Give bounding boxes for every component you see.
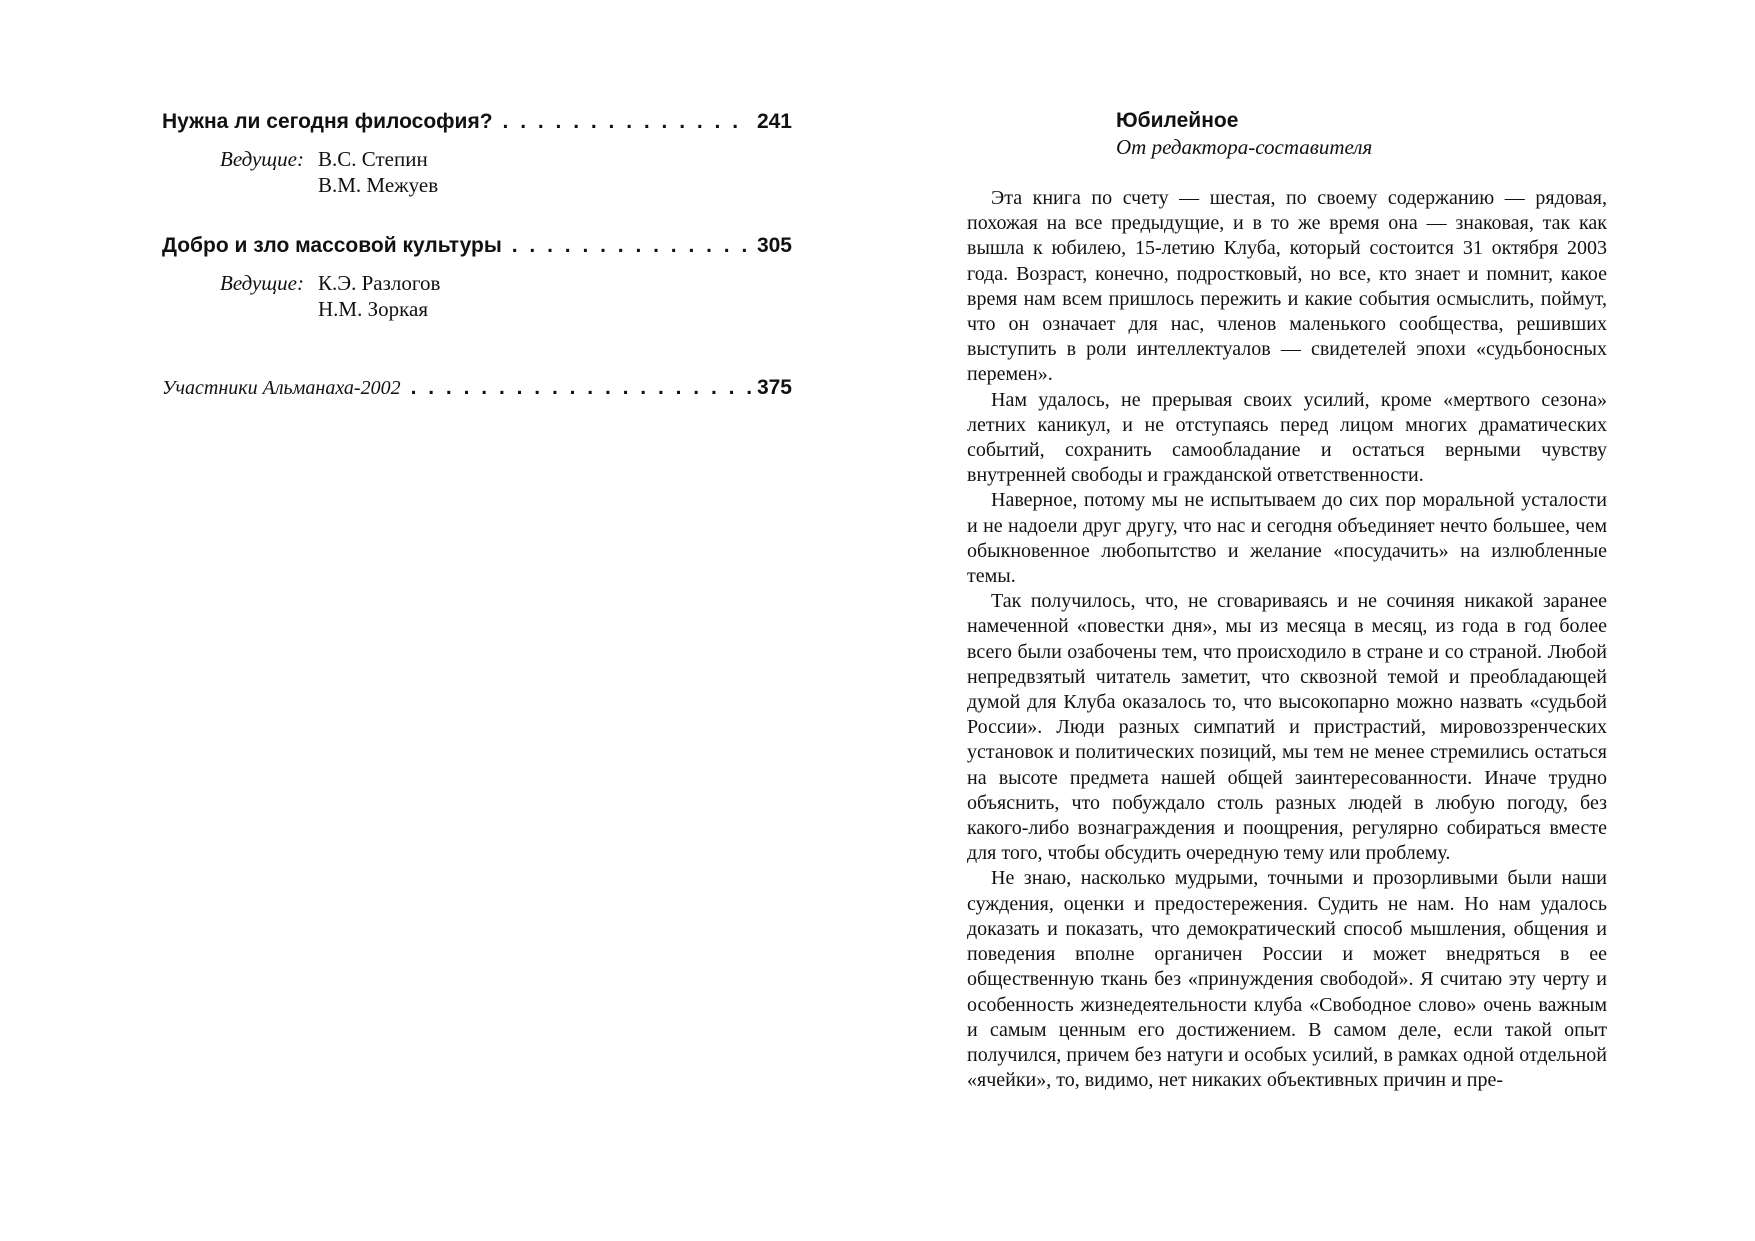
article-paragraph: Эта книга по счету — шестая, по своему содержанию — рядовая, похожая на все предыдущие, и в то же время она — знаковая, так как вышла к юбилею, 15-летию Клуба, который состоится 31 октября 2003 года. Возраст, конечно, подростковый, но все, кто знает и помнит, какое время нам всем пришлось пережить и какие события осмыслить, поймут, что он означает для нас, членов маленького сообщества, решивших выступить в роли интеллектуалов — свидетелей эпохи «судьбоносных перемен». <box>967 187 1607 386</box>
article-paragraph: Не знаю, насколько мудрыми, точными и прозорливыми были наши суждения, оценки и предостережения. Судить не нам. Но нам удалось доказать и показать, что демократический способ мышления, общения и поведения вполне органичен России и может внедряться в ее общественную ткань без «принуждения свободой». Я считаю эту черту и особенность жизнедеятельности клуба «Свободное слово» очень важным и самым ценным его достижением. В самом деле, если такой опыт получился, причем без натуги и особых усилий, в рамках одной отдельной «ячейки», то, видимо, нет никаких объективных причин и пре- <box>967 867 1607 1092</box>
toc-entry-title: Добро и зло массовой культуры <box>162 234 502 257</box>
toc-leader-dots <box>512 232 751 260</box>
article-paragraph: Так получилось, что, не сговариваясь и не сочиняя никакой заранее намеченной «повестки дня», мы из месяца в месяц, из года в год более всего были озабочены тем, что происходило в стране и со страной. Любой непредвзятый читатель заметит, что сквозной темой и преобладающей думой для Клуба оказалось то, что высокопарно можно назвать «судьбой России». Люди разных симпатий и пристрастий, мировоззренческих установок и политических позиций, мы тем не менее стремились остаться на высоте предмета нашей общей заинтересованности. Иначе трудно объяснить, что побуждало столь разных людей в любую погоду, без какого-либо вознаграждения и поощрения, регулярно собираться вместе для того, чтобы обсудить очередную тему или проблему. <box>967 590 1607 865</box>
toc-leader-dots <box>411 374 751 402</box>
host-name: В.М. Межуев <box>318 173 439 197</box>
toc-entry-philosophy[interactable] <box>162 108 792 136</box>
toc-page-number: 375 <box>756 376 792 399</box>
article-paragraph: Нам удалось, не прерывая своих усилий, кроме «мертвого сезона» летних каникул, и не отступаясь перед лицом многих драматических событий, сохранить самообладание и остаться верными чувству внутренней свободы и гражданской ответственности. <box>967 388 1607 487</box>
hosts-label: Ведущие: <box>220 271 304 295</box>
hosts-label: Ведущие: <box>220 147 304 171</box>
hosts-names <box>318 270 440 322</box>
hosts-names <box>318 146 438 198</box>
table-of-contents <box>162 108 792 402</box>
toc-page-number: 305 <box>756 234 792 257</box>
article-page <box>967 108 1607 1093</box>
toc-entry-title: Участники Альманаха-2002 <box>162 377 401 399</box>
toc-hosts <box>220 146 792 198</box>
article-body <box>967 186 1607 1093</box>
article-title: Юбилейное <box>1116 109 1239 132</box>
toc-entry-participants[interactable] <box>162 374 792 402</box>
toc-entry-title: Нужна ли сегодня философия? <box>162 110 493 133</box>
toc-leader-dots <box>503 108 751 136</box>
article-paragraph: Наверное, потому мы не испытываем до сих пор моральной усталости и не надоели друг другу, что нас и сегодня объединяет нечто большее, чем обыкновенное любопытство и желание «посудачить» на излюбленные темы. <box>967 489 1607 588</box>
host-name: В.С. Степин <box>318 147 428 171</box>
host-name: Н.М. Зоркая <box>318 297 428 321</box>
toc-entry-mass-culture[interactable] <box>162 232 792 260</box>
host-name: К.Э. Разлогов <box>318 271 441 295</box>
toc-hosts <box>220 270 792 322</box>
toc-page-number: 241 <box>756 110 792 133</box>
article-subtitle: От редактора-составителя <box>1116 135 1373 159</box>
